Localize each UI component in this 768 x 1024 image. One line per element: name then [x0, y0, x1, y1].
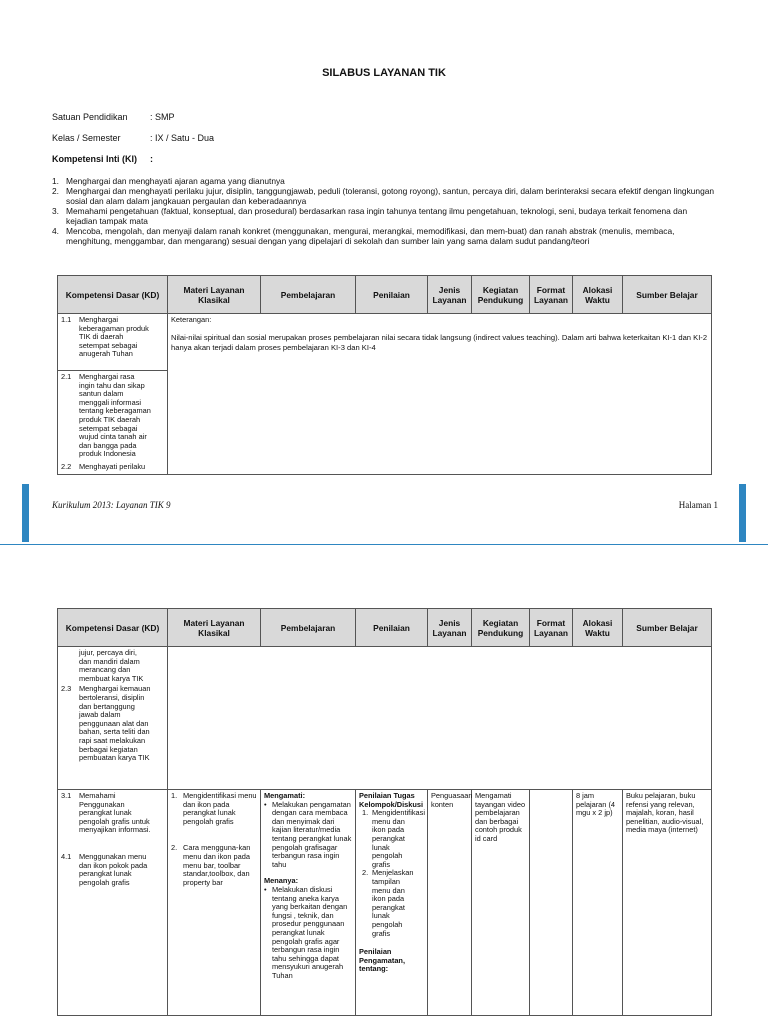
col-header: Penilaian — [356, 609, 428, 647]
field-label: Satuan Pendidikan — [52, 112, 128, 122]
pembelajaran-list — [264, 886, 352, 981]
col-header: Kegiatan Pendukung — [472, 609, 530, 647]
field-label: Kompetensi Inti (KI) — [52, 154, 137, 164]
kd-number: 4.1 — [61, 851, 72, 861]
kd-text: jujur, percaya diri, dan mandiri dalam merancang dan membuat karya TIK — [79, 648, 144, 683]
penilaian-number: 1. — [362, 808, 369, 818]
ki-item — [52, 186, 720, 206]
kd-number: 2.3 — [61, 684, 72, 694]
kd-text: Menghargai keberagaman produk TIK di daerah setempat sebagai anugerah Tuhan — [79, 315, 149, 359]
field-ki — [52, 154, 153, 164]
keterangan-label: Keterangan: — [171, 315, 212, 324]
field-value: : IX / Satu - Dua — [150, 133, 215, 143]
alokasi-cell: 8 jam pelajaran (4 mgu x 2 jp) — [573, 790, 623, 1016]
footer-page-number: Halaman 1 — [678, 500, 718, 510]
kd-item — [61, 792, 164, 835]
document-title: SILABUS LAYANAN TIK — [322, 67, 446, 79]
kd-text: Menghayati perilaku — [79, 461, 146, 471]
kd-number: 1.1 — [61, 315, 72, 324]
field-value: : SMP — [150, 112, 175, 122]
pembelajaran-cell — [261, 790, 356, 1016]
empty-cell — [168, 647, 712, 790]
sumber-cell: Buku pelajaran, buku refensi yang relevan, majalah, koran, hasil penelitian, audio-visual, media maya (internet) — [623, 790, 712, 1016]
table-header-row — [58, 609, 712, 647]
field-value: : — [150, 154, 153, 164]
ki-number: 1. — [52, 176, 59, 186]
kd-item — [61, 649, 164, 683]
ki-text: Memahami pengetahuan (faktual, konseptual, dan prosedural) berdasarkan rasa ingin tahunya tentang ilmu pengetahuan, teknologi, seni, budaya terkait fenomena dan kejadian tampak mata — [66, 206, 688, 226]
ki-text: Menghargai dan menghayati ajaran agama yang dianutnya — [66, 176, 285, 186]
field-kelas — [52, 133, 214, 143]
col-header: Materi Layanan Klasikal — [168, 609, 261, 647]
col-header: Pembelajaran — [261, 276, 356, 314]
keterangan-text: Nilai-nilai spiritual dan sosial merupakan proses pembelajaran nilai secara tidak langsung (indirect values teaching). Dalam arti bahwa keterkaitan KI-1 dan KI-2 hanya akan terjadi dalam proses pembelajaran KI-3 dan KI-4 — [171, 332, 708, 352]
pembelajaran-item: • Melakukan diskusi tentang aneka karya yang berkaitan dengan fungsi , teknik, dan prosedur penggunaan perangkat lunak pengolah grafis agar terbangun rasa ingin tahu sehingga dapat mensyukuri anugerah Tuhan — [264, 886, 352, 981]
table-row — [58, 314, 712, 475]
pembelajaran-item: • Melakukan pengamatan dengan cara membaca dan menyimak dari kajian literatur/media tentang perangkat lunak pengolah grafisagar terbangun rasa ingin tahu — [264, 801, 352, 870]
syllabus-table-2 — [57, 608, 712, 1016]
kd-text: Menggunakan menu dan ikon pokok pada perangkat lunak pengolah grafis — [79, 851, 148, 887]
kd-item — [61, 316, 164, 359]
footer-left-text: Kurikulum 2013: Layanan TIK 9 — [52, 500, 171, 510]
ki-number: 2. — [52, 186, 59, 196]
kd-text: Menghargai rasa ingin tahu dan sikap santun dalam menggali informasi tentang keberagaman produk TIK daerah setempat sebagai wujud cinta tanah air dan bangga pada produk Indonesia — [79, 372, 151, 459]
col-header: Kompetensi Dasar (KD) — [58, 609, 168, 647]
kd-item — [61, 373, 164, 459]
kegiatan-cell: Mengamati tayangan video pembelajaran dan berbagai contoh produk id card — [472, 790, 530, 1016]
kd-cell — [58, 790, 168, 1016]
page-gap — [0, 544, 768, 558]
field-satuan — [52, 112, 175, 122]
materi-item — [171, 792, 257, 826]
penilaian-text: Mengidentifikasi menu dan ikon pada perangkat lunak pengolah grafis — [372, 808, 425, 869]
footer-accent-right — [739, 484, 746, 542]
ki-list — [52, 176, 720, 246]
col-header: Pembelajaran — [261, 609, 356, 647]
table-row — [58, 790, 712, 1016]
kd-item — [61, 685, 164, 762]
materi-number: 1. — [171, 791, 178, 800]
penilaian-cell — [356, 790, 428, 1016]
col-header: Penilaian — [356, 276, 428, 314]
ki-item — [52, 226, 720, 246]
penilaian-heading: Penilaian Tugas Kelompok/Diskusi — [359, 791, 424, 809]
pembelajaran-heading: Mengamati: — [264, 791, 306, 800]
footer-accent-left — [22, 484, 29, 542]
kd-number: 2.2 — [61, 461, 72, 471]
kd-cell — [58, 647, 168, 790]
penilaian-number: 2. — [362, 868, 369, 878]
col-header: Jenis Layanan — [428, 276, 472, 314]
col-header: Alokasi Waktu — [573, 609, 623, 647]
pembelajaran-heading: Menanya: — [264, 876, 299, 886]
penilaian-item — [362, 869, 424, 938]
col-header: Materi Layanan Klasikal — [168, 276, 261, 314]
col-header: Kegiatan Pendukung — [472, 276, 530, 314]
penilaian-text: Menjelaskan tampilan menu dan ikon pada perangkat lunak pengolah grafis — [372, 868, 414, 938]
penilaian-item — [362, 809, 424, 869]
ki-text: Menghargai dan menghayati perilaku jujur, disiplin, tanggungjawab, peduli (toleransi, gotong royong), santun, percaya diri, dalam berinteraksi secara efektif dengan lingkungan sosial dan alam dalam jangkauan pergaulan dan keberadaannya — [66, 186, 715, 206]
materi-text: Mengidentifikasi menu dan ikon pada perangkat lunak pengolah grafis — [183, 791, 257, 826]
col-header: Jenis Layanan — [428, 609, 472, 647]
kd-item — [61, 853, 164, 887]
ki-number: 3. — [52, 206, 59, 216]
kd-number: 2.1 — [61, 372, 72, 381]
col-header: Format Layanan — [530, 609, 573, 647]
ki-text: Mencoba, mengolah, dan menyaji dalam ranah konkret (menggunakan, mengurai, merangkai, memodifikasi, dan mem-buat) dan ranah abstrak (menulis, membaca, menghitung, menggambar, dan mengarang) sesuai dengan yang dipelajari di sekolah dan sumber lain yang sama dalam sudut pandang/teori — [66, 226, 675, 246]
col-header: Kompetensi Dasar (KD) — [58, 276, 168, 314]
format-cell — [530, 790, 573, 1016]
col-header: Sumber Belajar — [623, 276, 712, 314]
kd-number: 3.1 — [61, 791, 72, 800]
table-header-row — [58, 276, 712, 314]
ki-number: 4. — [52, 226, 59, 236]
penilaian-list — [359, 809, 424, 938]
penilaian-heading: Penilaian Pengamatan, tentang: — [359, 947, 406, 974]
field-label: Kelas / Semester — [52, 133, 121, 143]
materi-cell — [168, 790, 261, 1016]
keterangan-cell — [168, 314, 712, 475]
kd-number — [61, 649, 79, 683]
materi-item — [171, 844, 257, 887]
kd-text: Memahami Penggunakan perangkat lunak pengolah grafis untuk menyajikan informasi. — [79, 791, 151, 835]
materi-text: Cara mengguna-kan menu dan ikon pada menu bar, toolbar standar,toolbox, dan property bar — [183, 843, 251, 887]
pembelajaran-list — [264, 801, 352, 870]
materi-number: 2. — [171, 843, 178, 853]
table-row — [58, 647, 712, 790]
col-header: Sumber Belajar — [623, 609, 712, 647]
jenis-cell: Penguasaan konten — [428, 790, 472, 1016]
kd-item — [61, 463, 164, 472]
ki-item — [52, 206, 720, 226]
col-header: Alokasi Waktu — [573, 276, 623, 314]
col-header: Format Layanan — [530, 276, 573, 314]
kd-text: Menghargai kemauan bertoleransi, disiplin dan bertanggung jawab dalam penggunaan alat dan bahan, serta teliti dan rapi saat melakukan berbagai kegiatan pembuatan karya TIK — [79, 684, 151, 763]
ki-item — [52, 176, 720, 186]
syllabus-table-1 — [57, 275, 712, 475]
kd-cell — [58, 314, 168, 475]
page-2 — [0, 558, 768, 1024]
